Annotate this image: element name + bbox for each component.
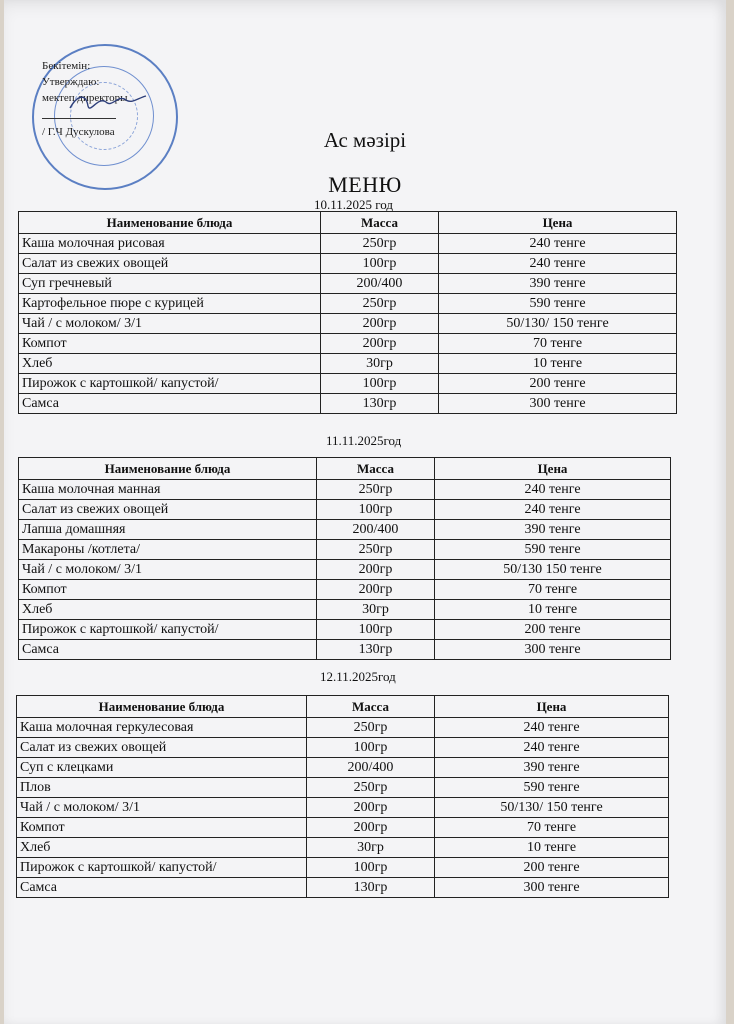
approval-line-ru: Утверждаю: [42, 76, 100, 88]
mass-cell: 100гр [321, 374, 439, 394]
day-3-date: 12.11.2025год [320, 669, 396, 684]
price-cell: 50/130/ 150 тенге [439, 314, 677, 334]
table-row [19, 640, 671, 660]
dish-name-cell: Салат из свежих овощей [19, 500, 317, 520]
dish-name-cell: Макароны /котлета/ [19, 540, 317, 560]
dish-name-cell: Суп гречневый [19, 274, 321, 294]
mass-cell: 30гр [307, 838, 435, 858]
mass-cell: 200/400 [321, 274, 439, 294]
table-row [19, 314, 677, 334]
table-header-row [19, 458, 671, 480]
dish-name-cell: Компот [19, 334, 321, 354]
table-header-row [19, 212, 677, 234]
mass-cell: 250гр [321, 294, 439, 314]
dish-name-cell: Хлеб [19, 354, 321, 374]
mass-cell: 200гр [317, 580, 435, 600]
dish-name-cell: Самса [19, 394, 321, 414]
price-cell: 70 тенге [435, 818, 669, 838]
price-cell: 390 тенге [435, 758, 669, 778]
table-row [19, 294, 677, 314]
table-row [17, 758, 669, 778]
title-russian: МЕНЮ [328, 172, 402, 197]
approval-director-name: / Г.Ч Дускулова [42, 126, 115, 138]
table-row [17, 838, 669, 858]
dish-name-cell: Пирожок с картошкой/ капустой/ [19, 620, 317, 640]
mass-cell: 200гр [317, 560, 435, 580]
menu-table-day-1 [18, 211, 677, 414]
dish-name-cell: Чай / с молоком/ 3/1 [19, 560, 317, 580]
price-cell: 240 тенге [435, 718, 669, 738]
price-cell: 200 тенге [435, 620, 671, 640]
mass-cell: 200гр [321, 314, 439, 334]
table-row [17, 858, 669, 878]
header-price: Цена [435, 458, 671, 480]
table-row [17, 818, 669, 838]
header-dish-name: Наименование блюда [17, 696, 307, 718]
table-row [17, 738, 669, 758]
dish-name-cell: Хлеб [17, 838, 307, 858]
dish-name-cell: Картофельное пюре с курицей [19, 294, 321, 314]
approval-line-kz: Бекітемін: [42, 60, 91, 72]
mass-cell: 100гр [317, 620, 435, 640]
mass-cell: 130гр [321, 394, 439, 414]
price-cell: 590 тенге [439, 294, 677, 314]
dish-name-cell: Лапша домашняя [19, 520, 317, 540]
price-cell: 10 тенге [439, 354, 677, 374]
mass-cell: 200гр [307, 818, 435, 838]
mass-cell: 100гр [307, 738, 435, 758]
price-cell: 200 тенге [435, 858, 669, 878]
table-row [19, 520, 671, 540]
menu-table-day-2 [18, 457, 671, 660]
mass-cell: 100гр [307, 858, 435, 878]
price-cell: 240 тенге [435, 480, 671, 500]
price-cell: 590 тенге [435, 540, 671, 560]
header-mass: Масса [307, 696, 435, 718]
price-cell: 50/130 150 тенге [435, 560, 671, 580]
table-row [19, 274, 677, 294]
dish-name-cell: Самса [17, 878, 307, 898]
header-price: Цена [435, 696, 669, 718]
table-row [19, 560, 671, 580]
menu-table-day-3 [16, 695, 669, 898]
dish-name-cell: Плов [17, 778, 307, 798]
mass-cell: 200гр [307, 798, 435, 818]
table-row [19, 600, 671, 620]
approval-line-role: мектеп директоры [42, 92, 128, 104]
dish-name-cell: Салат из свежих овощей [19, 254, 321, 274]
mass-cell: 30гр [321, 354, 439, 374]
dish-name-cell: Компот [17, 818, 307, 838]
dish-name-cell: Самса [19, 640, 317, 660]
mass-cell: 100гр [317, 500, 435, 520]
price-cell: 70 тенге [435, 580, 671, 600]
dish-name-cell: Хлеб [19, 600, 317, 620]
mass-cell: 130гр [317, 640, 435, 660]
price-cell: 300 тенге [435, 878, 669, 898]
table-row [17, 778, 669, 798]
mass-cell: 250гр [317, 540, 435, 560]
table-row [19, 334, 677, 354]
table-row [17, 718, 669, 738]
dish-name-cell: Каша молочная геркулесовая [17, 718, 307, 738]
day-2-date: 11.11.2025год [326, 433, 402, 448]
dish-name-cell: Каша молочная манная [19, 480, 317, 500]
mass-cell: 250гр [307, 778, 435, 798]
table-row [19, 254, 677, 274]
price-cell: 590 тенге [435, 778, 669, 798]
mass-cell: 250гр [321, 234, 439, 254]
menu-sheet [4, 0, 726, 1024]
mass-cell: 200/400 [307, 758, 435, 778]
price-cell: 300 тенге [435, 640, 671, 660]
dish-name-cell: Суп с клецками [17, 758, 307, 778]
price-cell: 70 тенге [439, 334, 677, 354]
table-row [19, 540, 671, 560]
price-cell: 10 тенге [435, 838, 669, 858]
day-1-date: 10.11.2025 год [314, 197, 394, 212]
table-row [17, 878, 669, 898]
price-cell: 390 тенге [439, 274, 677, 294]
price-cell: 200 тенге [439, 374, 677, 394]
mass-cell: 250гр [307, 718, 435, 738]
mass-cell: 250гр [317, 480, 435, 500]
price-cell: 50/130/ 150 тенге [435, 798, 669, 818]
price-cell: 240 тенге [439, 254, 677, 274]
mass-cell: 200/400 [317, 520, 435, 540]
price-cell: 300 тенге [439, 394, 677, 414]
mass-cell: 30гр [317, 600, 435, 620]
table-row [19, 480, 671, 500]
dish-name-cell: Компот [19, 580, 317, 600]
table-row [19, 580, 671, 600]
table-row [19, 620, 671, 640]
table-row [19, 500, 671, 520]
header-dish-name: Наименование блюда [19, 212, 321, 234]
title-kazakh: Ас мәзірі [323, 128, 407, 152]
header-price: Цена [439, 212, 677, 234]
mass-cell: 100гр [321, 254, 439, 274]
table-row [17, 798, 669, 818]
table-row [19, 394, 677, 414]
dish-name-cell: Салат из свежих овощей [17, 738, 307, 758]
table-row [19, 354, 677, 374]
price-cell: 10 тенге [435, 600, 671, 620]
dish-name-cell: Каша молочная рисовая [19, 234, 321, 254]
price-cell: 390 тенге [435, 520, 671, 540]
table-header-row [17, 696, 669, 718]
table-row [19, 234, 677, 254]
price-cell: 240 тенге [435, 738, 669, 758]
dish-name-cell: Пирожок с картошкой/ капустой/ [17, 858, 307, 878]
mass-cell: 200гр [321, 334, 439, 354]
dish-name-cell: Чай / с молоком/ 3/1 [19, 314, 321, 334]
header-dish-name: Наименование блюда [19, 458, 317, 480]
price-cell: 240 тенге [439, 234, 677, 254]
director-signature [68, 90, 148, 116]
dish-name-cell: Чай / с молоком/ 3/1 [17, 798, 307, 818]
mass-cell: 130гр [307, 878, 435, 898]
header-mass: Масса [321, 212, 439, 234]
dish-name-cell: Пирожок с картошкой/ капустой/ [19, 374, 321, 394]
price-cell: 240 тенге [435, 500, 671, 520]
table-row [19, 374, 677, 394]
header-mass: Масса [317, 458, 435, 480]
